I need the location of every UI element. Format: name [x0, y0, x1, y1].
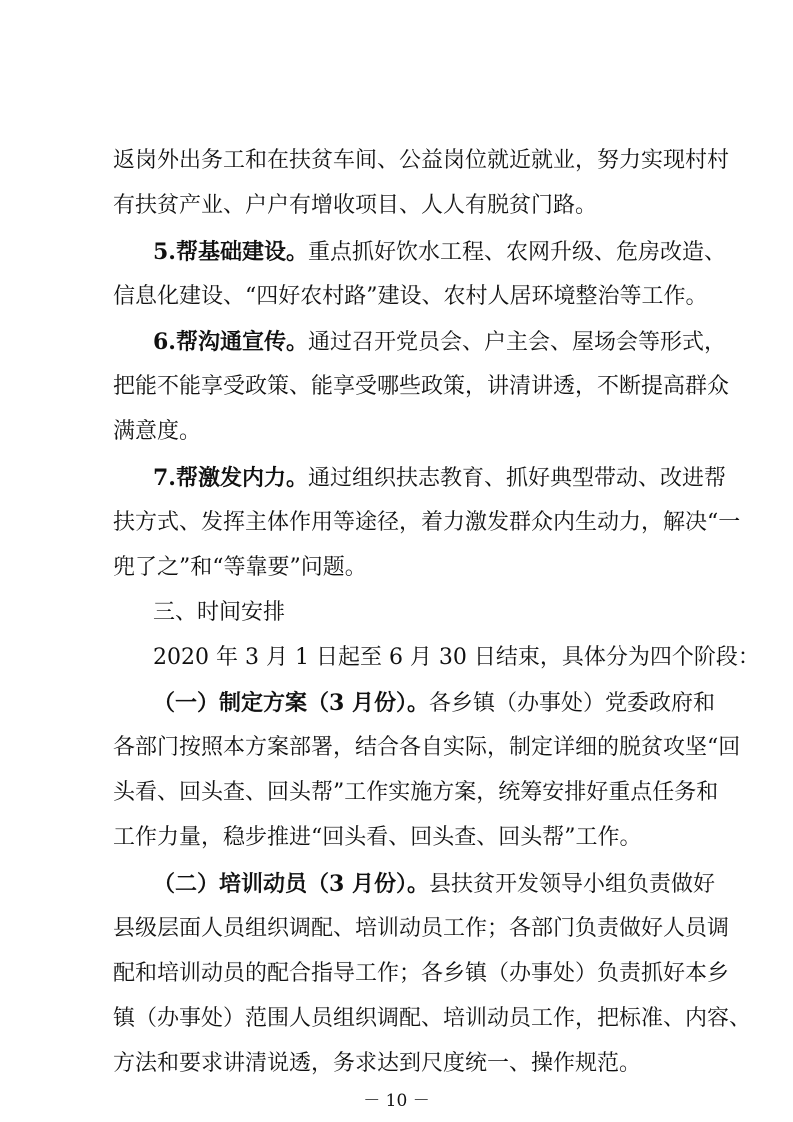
line-text: 信息化建设、“四好农村路”建设、农村人居环境整治等工作。: [113, 284, 708, 309]
line-text: 镇（办事处）范围人员组织调配、培训动员工作，把标准、内容、: [113, 1006, 752, 1031]
line-text: 重点抓好饮水工程、农网升级、危房改造、: [307, 240, 726, 265]
line-text: 通过组织扶志教育、抓好典型带动、改进帮: [307, 466, 726, 491]
section-heading: [153, 598, 713, 628]
paragraph-line: [113, 778, 719, 808]
line-text: 县扶贫开发领导小组负责做好: [428, 872, 715, 897]
paragraph-line: [113, 553, 713, 583]
line-text: 方法和要求讲清说透，务求达到尺度统一、操作规范。: [113, 1051, 642, 1076]
paragraph-line: [113, 914, 730, 944]
line-text: 配和培训动员的配合指导工作；各乡镇（办事处）负责抓好本乡: [113, 961, 730, 986]
item-heading-6: 6.帮沟通宣传。: [153, 329, 308, 355]
paragraph-line: [153, 463, 726, 493]
line-text: 工作力量，稳步推进“回头看、回头查、回头帮”工作。: [113, 825, 642, 850]
line-text: 县级层面人员组织调配、培训动员工作；各部门负责做好人员调: [113, 916, 730, 941]
paragraph-line: [153, 643, 760, 673]
item-heading-7: 7.帮激发内力。: [153, 465, 308, 491]
paragraph-line: [153, 869, 713, 899]
stage-heading-2: （二）培训动员（3 月份）。: [153, 871, 429, 897]
line-text: 把能不能享受政策、能享受哪些政策，讲清讲透，不断提高群众: [113, 374, 730, 399]
line-text: 返岗外出务工和在扶贫车间、公益岗位就近就业，努力实现村村: [113, 148, 730, 173]
line-text: 通过召开党员会、户主会、屋场会等形式，: [307, 330, 726, 355]
stage-heading-1: （一）制定方案（3 月份）。: [153, 690, 429, 716]
paragraph-line: [113, 372, 730, 402]
paragraph-line: [113, 191, 713, 221]
paragraph-line: [113, 1049, 713, 1079]
section-heading-text: 三、时间安排: [153, 600, 286, 625]
paragraph-line: [113, 823, 713, 853]
paragraph-line: [113, 959, 730, 989]
paragraph-line: [153, 237, 726, 267]
line-text: 扶方式、发挥主体作用等途径，着力激发群众内生动力，解决“一: [113, 510, 741, 535]
line-text: 2020 年 3 月 1 日起至 6 月 30 日结束，具体分为四个阶段：: [153, 645, 760, 670]
line-text: 各部门按照本方案部署，结合各自实际，制定详细的脱贫攻坚“回: [113, 735, 741, 760]
line-text: 兜了之”和“等靠要”问题。: [113, 555, 367, 580]
page-number: － 10 －: [363, 1091, 430, 1111]
paragraph-line: [113, 733, 741, 763]
paragraph-line: [113, 282, 713, 312]
paragraph-line: [113, 417, 713, 447]
line-text: 有扶贫产业、户户有增收项目、人人有脱贫门路。: [113, 193, 598, 218]
paragraph-line: [113, 146, 730, 176]
item-heading-5: 5.帮基础建设。: [153, 239, 308, 265]
paragraph-line: [113, 1004, 752, 1034]
paragraph-line: [153, 688, 713, 718]
line-text: 各乡镇（办事处）党委政府和: [428, 691, 715, 716]
paragraph-line: [153, 327, 726, 357]
line-text: 头看、回头查、回头帮”工作实施方案，统筹安排好重点任务和: [113, 780, 719, 805]
line-text: 满意度。: [113, 419, 202, 444]
paragraph-line: [113, 508, 741, 538]
